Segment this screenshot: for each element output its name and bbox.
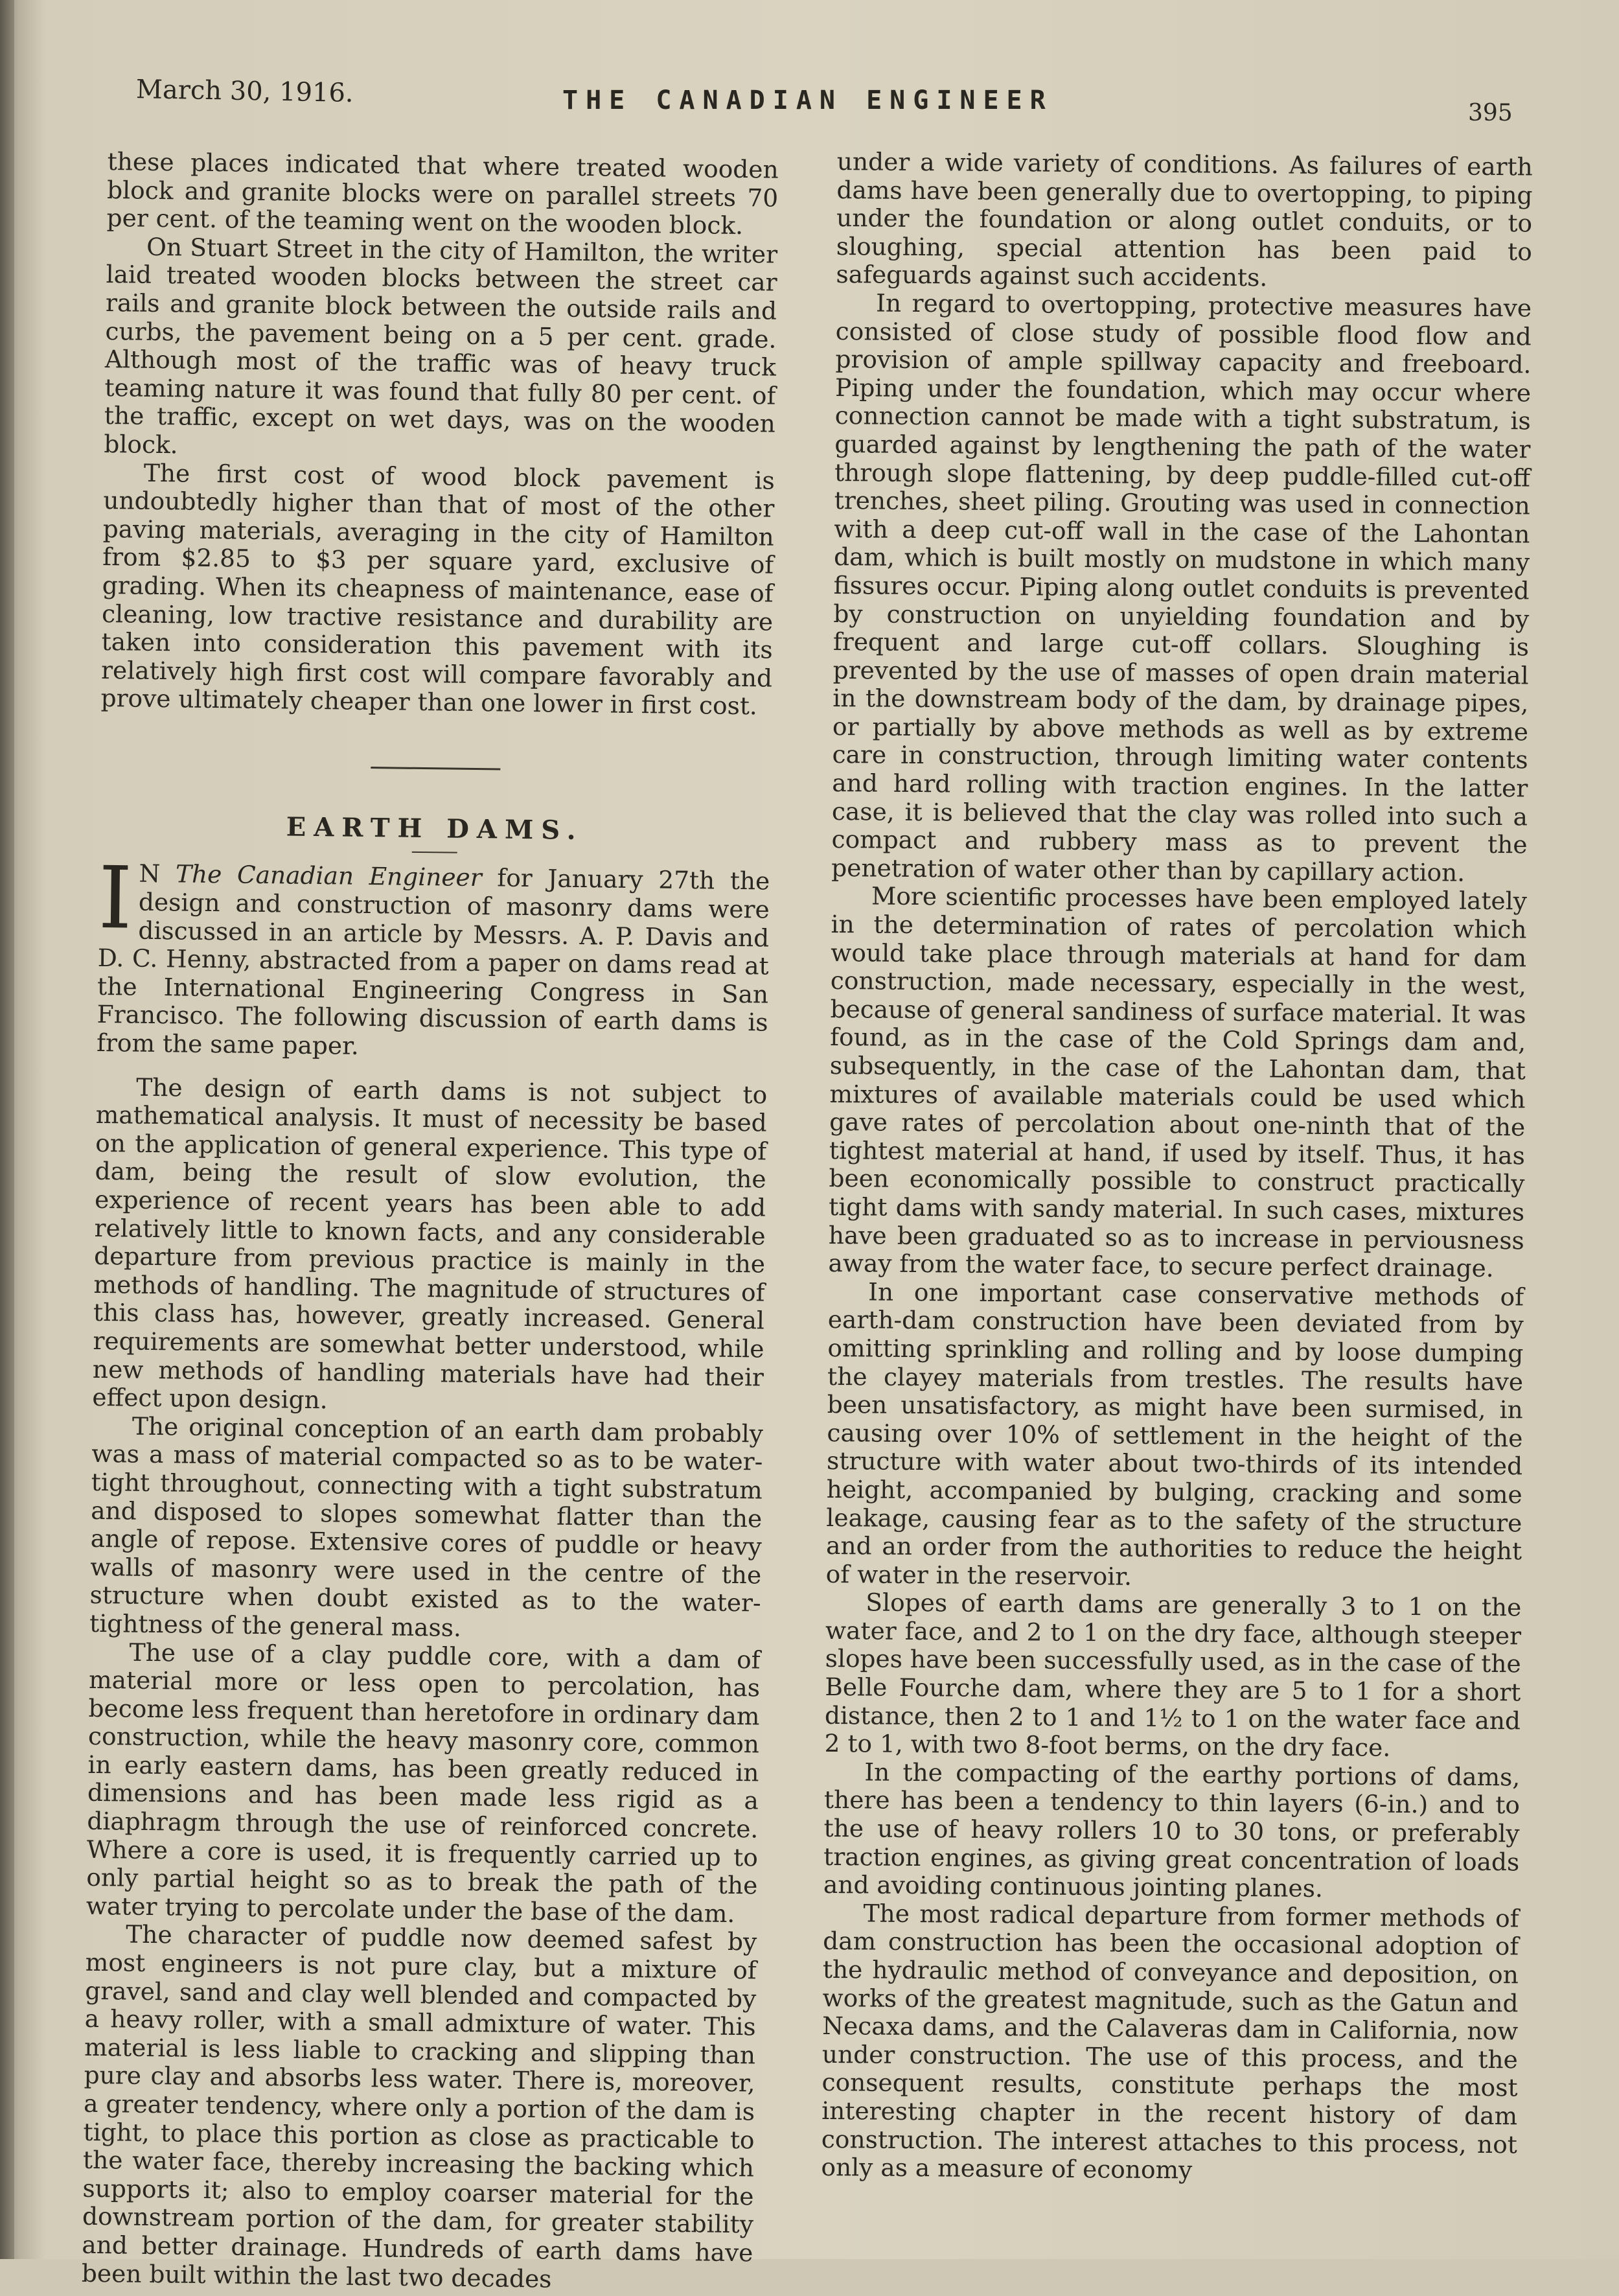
section-heading: EARTH DAMS. [286, 811, 584, 846]
paragraph: The first cost of wood block pavement is undoubtedly higher than that of most of the other paving materials, averaging in the city of Hamilton from $2.85 to $3 per square yard, exclusive of grading. When its cheapness of maintenance, ease of cleaning, low tractive resistance and durability are taken into consideration this pavement with its relatively high first cost will compare favorably and prove ultimately cheaper than one lower in first cost. [100, 458, 775, 721]
intro-paragraph [96, 848, 770, 1065]
paragraph: these places indicated that where treated wooden block and granite blocks were on parallel streets 70 per cent. of the teaming went on the wooden block. [106, 147, 779, 240]
intro-text-rest: for January 27th the design and construction of masonry dams were discussed in an article by Messrs. A. P. Davis and D. C. Henny, abstracted from a paper on dams read at the International Engineering Congress in San Francisco. The following discussion of earth dams is from the same paper. [96, 863, 770, 1060]
intro-text-start: N [139, 859, 176, 888]
journal-name-italic: The Canadian Engineer [175, 859, 482, 892]
drop-cap: I [97, 848, 133, 949]
paragraph: Slopes of earth dams are generally 3 to 1 on the water face, and 2 to 1 on the dry face, although steeper slopes have been successfully used, as in the case of the Belle Fourche dam, where they are 5 to 1 for a short distance, then 2 to 1 and 1½ to 1 on the water face and 2 to 1, with two 8-foot berms, on the dry face. [824, 1588, 1522, 1763]
paragraph: The design of earth dams is not subject to mathematical analysis. It must of necessity be based on the application of general experience. This type of dam, being the result of slow evolution, the experience of recent years has been able to add relatively little to known facts, and any considerable departure from previous practice is mainly in the methods of handling. The magnitude of structures of this class has, however, greatly increased. General requirements are somewhat better understood, while new methods of handling materials have had their effect upon design. [92, 1073, 768, 1415]
left-column [82, 148, 779, 2296]
paragraph: The original conception of an earth dam probably was a mass of material compacted so as to be water-tight throughout, connecting with a tight substratum and disposed to slopes somewhat flatter than the angle of repose. Extensive cores of puddle or heavy walls of masonry were used in the centre of the structure when doubt existed as to the water-tightness of the general mass. [89, 1411, 764, 1642]
issue-date: March 30, 1916. [135, 75, 354, 108]
page-binding-edge [0, 0, 14, 2259]
paragraph: In regard to overtopping, protective measures have consisted of close study of possible flood flow and provision of ample spillway capacity and freeboard. Piping under the foundation, which may occur where connection cannot be made with a tight substratum, is guarded against by lengthening the path of the water through slope flattening, by deep puddle-filled cut-off trenches, sheet piling. Grouting was used in connection with a deep cut-off wall in the case of the Lahontan dam, which is built mostly on mudstone in which many fissures occur. Piping along outlet conduits is prevented by construction on unyielding foundation and by frequent and large cut-off collars. Sloughing is prevented by the use of masses of open drain material in the downstream body of the dam, by drainage pipes, or partially by above methods as well as by extreme care in construction, through limiting water contents and hard rolling with traction engines. In the latter case, it is believed that the clay was rolled into such a compact and rubbery mass as to prevent the penetration of water other than by capillary action. [831, 288, 1532, 887]
paragraph: More scientific processes have been employed lately in the determination of rates of percolation which would take place through materials at hand for dam construction, made necessary, especially in the west, because of general sandiness of surface material. It was found, as in the case of the Cold Springs dam and, subsequently, in the case of the Lahontan dam, that mixtures of available materials could be used which gave rates of percolation about one-ninth that of the tightest material at hand, if used by itself. Thus, it has been economically possible to construct practically tight dams with sandy material. In such cases, mixtures have been graduated so as to increase in perviousness away from the water face, to secure perfect drainage. [828, 881, 1528, 1283]
paragraph: On Stuart Street in the city of Hamilton, the writer laid treated wooden blocks between the street car rails and granite block between the outside rails and curbs, the pavement being on a 5 per cent. grade. Although most of the traffic was of heavy truck teaming nature it was found that fully 80 per cent. of the traffic, except on wet days, was on the wooden block. [104, 232, 778, 459]
page-number: 395 [1468, 100, 1513, 126]
paragraph: The most radical departure from former methods of dam construction has been the occasional adoption of the hydraulic method of conveyance and deposition, on works of the greatest magnitude, such as the Gatun and Necaxa dams, and the Calaveras dam in California, now under construction. The use of this process, and the consequent results, constitute perhaps the most interesting chapter in the recent history of dam construction. The interest attaches to this process, not only as a measure of economy [821, 1899, 1519, 2185]
paragraph: under a wide variety of conditions. As failures of earth dams have been generally due to overtopping, to piping under the foundation or along outlet conduits, or to sloughing, special attention has been paid to safeguards against such accidents. [836, 147, 1533, 292]
section-divider [371, 767, 500, 770]
running-head [136, 76, 1529, 135]
paragraph: In one important case conservative methods of earth-dam construction have been deviated from by omitting sprinkling and rolling and by loose dumping the clayey materials from trestles. The results have been unsatisfactory, as might have been surmised, in causing over 10% of settlement in the height of the structure with water about two-thirds of its intended height, accompanied by bulging, cracking and some leakage, causing fear as to the safety of the structure and an order from the authorities to reduce the height of water in the reservoir. [825, 1277, 1524, 1591]
paragraph: The use of a clay puddle core, with a dam of material more or less open to percolation, has become less frequent than heretofore in ordinary dam construction, while the heavy masonry core, common in early eastern dams, has been greatly reduced in dimensions and has been made less rigid as a diaphragm through the use of reinforced concrete. Where a core is used, it is frequently carried up to only partial height so as to break the path of the water trying to percolate under the base of the dam. [86, 1638, 761, 1928]
paragraph: The character of puddle now deemed safest by most engineers is not pure clay, but a mixture of gravel, sand and clay well blended and compacted by a heavy roller, with a small admixture of water. This material is less liable to cracking and slipping than pure clay and absorbs less water. There is, moreover, a greater tendency, where only a portion of the dam is tight, to place this portion as close as practicable to the water face, thereby increasing the backing which supports it; also to employ coarser material for the downstream portion of the dam, for greater stability and better drainage. Hundreds of earth dams have been built within the last two decades [81, 1919, 757, 2293]
paragraph: In the compacting of the earthy portions of dams, there has been a tendency to thin layers (6-in.) and to the use of heavy rollers 10 to 30 tons, or preferably traction engines, as giving great concentration of loads and avoiding continuous jointing planes. [823, 1757, 1521, 1903]
right-column [821, 148, 1533, 2187]
heading-underline [412, 852, 457, 853]
journal-title: THE CANADIAN ENGINEER [562, 86, 1053, 115]
